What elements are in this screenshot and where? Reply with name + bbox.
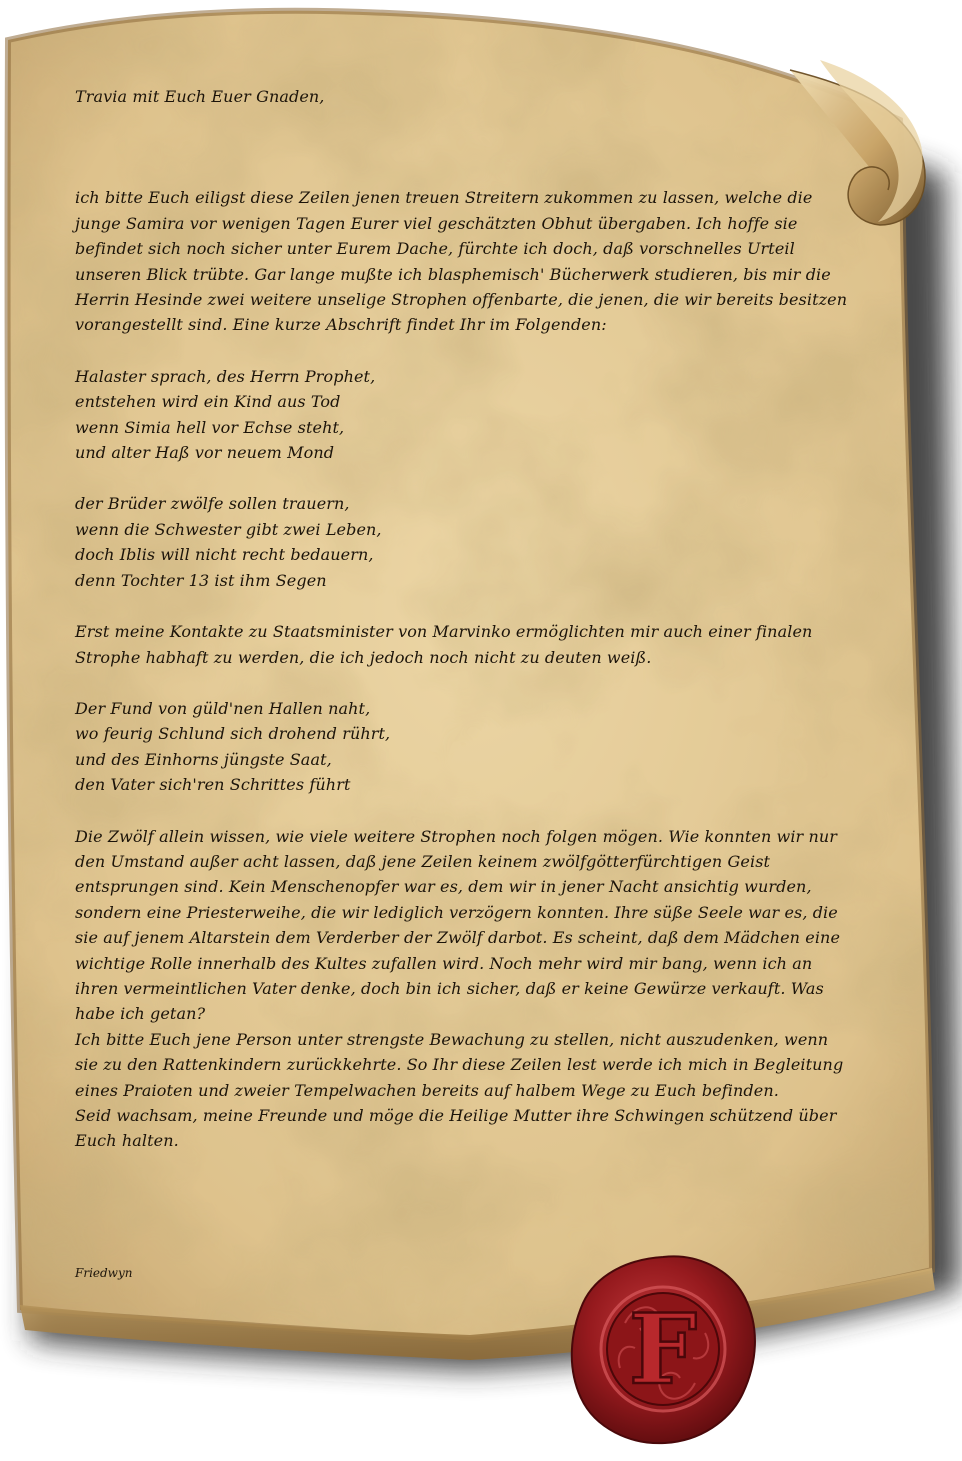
verse-3: Der Fund von güld'nen Hallen naht, wo feurig Schlund sich drohend rührt, und des Einhorns jüngste Saat, den Vater sich'ren Schrittes führt [75,698,391,795]
verse-1: Halaster sprach, des Herrn Prophet, entstehen wird ein Kind aus Tod wenn Simia hell vor Echse steht, und alter Haß vor neuem Mond [75,366,376,463]
letter-body [75,84,850,1154]
wax-seal-icon [565,1243,761,1451]
paragraph-2: Erst meine Kontakte zu Staatsminister von Marvinko ermöglichten mir auch einer finalen Strophe habhaft zu werden, die ich jedoch noch nicht zu deuten weiß. [75,622,813,667]
paragraph-3: Die Zwölf allein wissen, wie viele weitere Strophen noch folgen mögen. Wie konnten wir nur den Umstand außer acht lassen, daß jene Zeilen keinem zwölfgötterfürchtigen Geist entsprungen sind. Kein Menschenopfer war es, dem wir in jener Nacht ansichtig wurden, sondern eine Priesterweihe, die wir lediglich verzögern konnten. Ihre süße Seele war es, die sie auf jenem Altarstein dem Verderber der Zwölf darbot. Es scheint, daß dem Mädchen eine wichtige Rolle innerhalb des Kultes zufallen wird. Noch mehr wird mir bang, wenn ich an ihren vermeintlichen Vater denke, doch bin ich sicher, daß er keine Gewürze verkauft. Was habe ich getan? [75,826,841,1024]
paragraph-5: Seid wachsam, meine Freunde und möge die Heilige Mutter ihre Schwingen schützend über Euch halten. [75,1106,837,1151]
paragraph-4: Ich bitte Euch jene Person unter strengste Bewachung zu stellen, nicht auszudenken, wenn sie zu den Rattenkindern zurückkehrte. So Ihr diese Zeilen lest werde ich mich in Begleitung eines Praioten und zweier Tempelwachen bereits auf halbem Wege zu Euch befinden. [75,1029,844,1100]
salutation: Travia mit Euch Euer Gnaden, [75,87,325,106]
signature: Friedwyn [75,1266,133,1280]
paragraph-1: ich bitte Euch eiligst diese Zeilen jenen treuen Streitern zukommen zu lassen, welche die junge Samira vor wenigen Tagen Eurer viel geschätzten Obhut übergaben. Ich hoffe sie befindet sich noch sicher unter Eurem Dache, fürchte ich doch, daß vorschnelles Urteil unseren Blick trübte. Gar lange mußte ich blasphemisch' Bücherwerk studieren, bis mir die Herrin Hesinde zwei weitere unselige Strophen offenbarte, die jenen, die wir bereits besitzen vorangestellt sind. Eine kurze Abschrift findet Ihr im Folgenden: [75,188,848,335]
verse-2: der Brüder zwölfe sollen trauern, wenn die Schwester gibt zwei Leben, doch Iblis will nicht recht bedauern, denn Tochter 13 ist ihm Segen [75,494,382,590]
seal-monogram: F [628,1293,698,1406]
